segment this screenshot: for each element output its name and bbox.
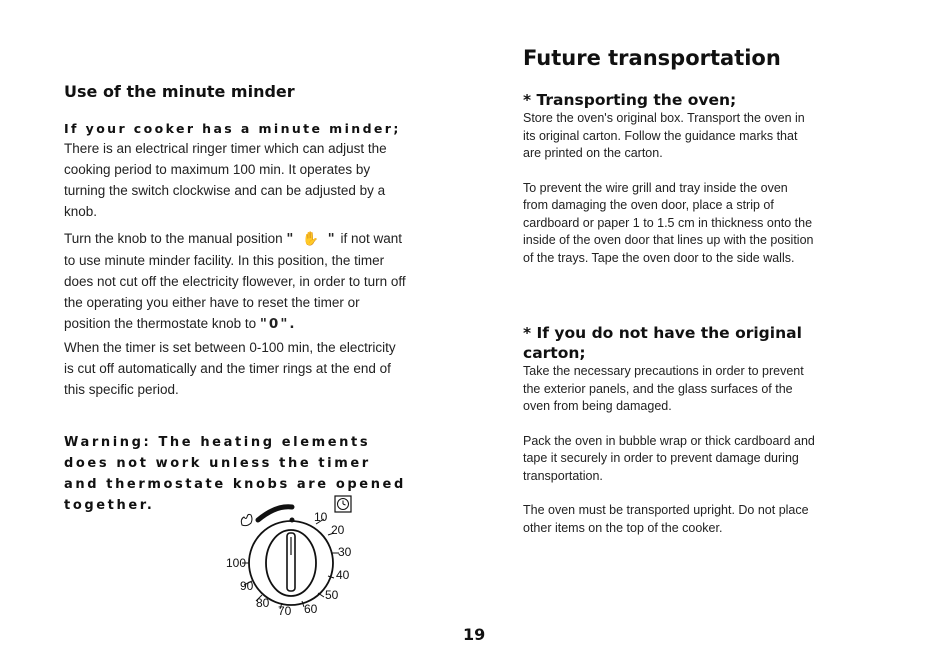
minute-minder-subheading: If your cooker has a minute minder; [64, 121, 401, 136]
transporting-oven-paragraph-1: Store the oven's original box. Transport the oven in its original carton. Follow the guidance marks that are printed on the carton. [523, 111, 805, 160]
transporting-oven-paragraph-2: To prevent the wire grill and tray inside the oven from damaging the oven door, place a strip of cardboard or paper 1 to 1.5 cm in thickness onto the inside of the oven door that lines up with the position of the trays. Tape the oven door to the side walls. [523, 180, 814, 265]
no-original-carton-paragraph-3: The oven must be transported upright. Do not place other items on the top of the cooker. [523, 503, 809, 535]
minute-minder-paragraph-4: When the timer is set between 0-100 min, the electricity is cut off automatically and the timer rings at the end of this specific period. [64, 340, 396, 397]
no-original-carton-paragraph-2: Pack the oven in bubble wrap or thick cardboard and tape it securely in order to prevent damage during transportation. [523, 433, 815, 483]
dial-label-40: 40 [336, 568, 350, 582]
no-original-carton-paragraph-1: Take the necessary precautions in order to prevent the exterior panels, and the glass surfaces of the oven from being damaged. [523, 364, 804, 413]
dial-label-30: 30 [338, 545, 352, 559]
dial-label-100: 100 [226, 556, 247, 570]
manual-position-symbol: " ✋ " [286, 231, 337, 247]
dial-label-50: 50 [325, 588, 339, 602]
dial-range-arc [258, 507, 292, 520]
minute-minder-dial [224, 493, 364, 623]
minute-minder-paragraph-1: There is an electrical ringer timer which can adjust the cooking period to maximum 100 min. It operates by turning the switch clockwise and can be adjusted by a knob. [64, 141, 387, 219]
dial-label-70: 70 [278, 604, 292, 618]
minute-minder-section [64, 82, 409, 516]
dial-label-60: 60 [304, 602, 318, 616]
transportation-section [523, 46, 815, 537]
zero-position-label: "0". [259, 316, 297, 332]
clock-icon [335, 496, 351, 512]
page-number: 19 [463, 625, 486, 644]
transportation-title: Future transportation [523, 46, 781, 70]
minute-minder-heading: Use of the minute minder [64, 82, 295, 101]
dial-label-90: 90 [240, 579, 254, 593]
dial-label-80: 80 [256, 596, 270, 610]
no-original-carton-heading: * If you do not have the original carton; [523, 324, 802, 362]
minute-minder-paragraph-2: Turn the knob to the manual position " ✋ " if not want to use minute minder facility. In this position, the timer [64, 231, 402, 268]
dial-label-20: 20 [331, 523, 345, 537]
warning-text: Warning: The heating elements does not work unless the timer and thermostate knobs are opened together. [64, 435, 406, 513]
hand-icon [241, 514, 252, 525]
transporting-oven-heading: * Transporting the oven; [523, 91, 737, 109]
dial-label-10: 10 [314, 510, 328, 524]
minute-minder-paragraph-3: does not cut off the electricity flowever, in order to turn off the operating you either have to reset the timer or position the thermostate knob to "0". [64, 274, 406, 332]
